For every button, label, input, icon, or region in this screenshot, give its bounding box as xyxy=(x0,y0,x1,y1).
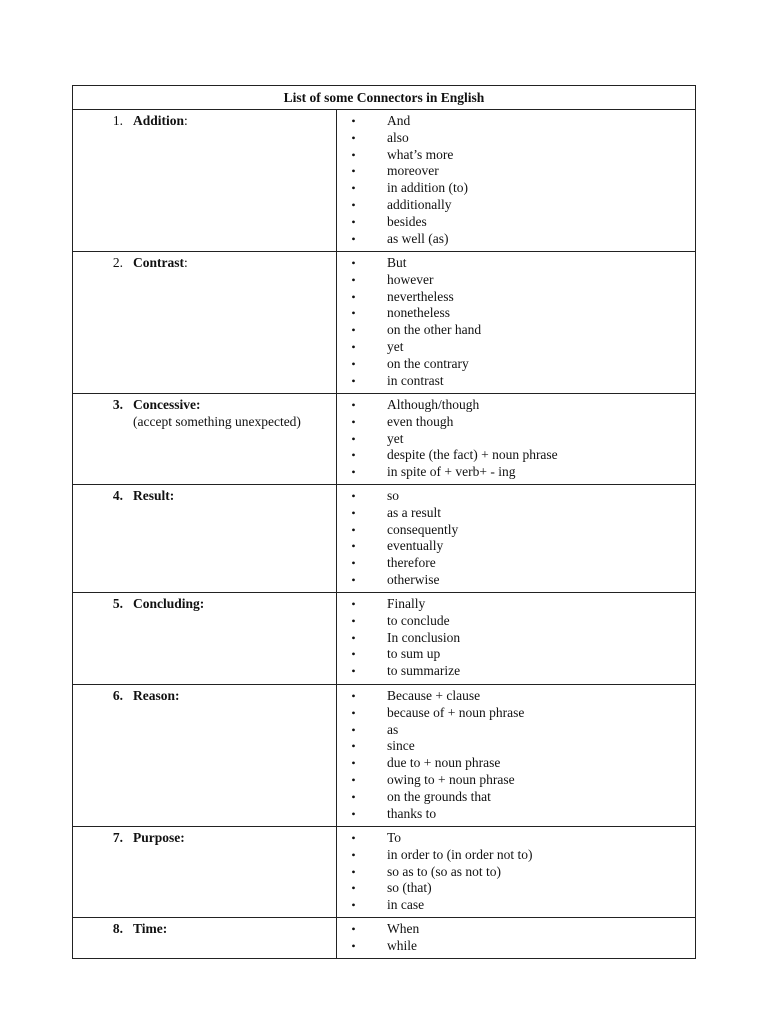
bullet-icon xyxy=(337,522,370,539)
list-item: • despite (the fact) + noun phrase xyxy=(337,447,695,464)
category-label: Addition xyxy=(133,113,185,128)
connector-list xyxy=(337,827,695,914)
connector-list xyxy=(337,485,695,589)
table-row xyxy=(73,252,696,394)
bullet-icon xyxy=(337,373,370,390)
category-number: 4. xyxy=(112,488,123,503)
table-row xyxy=(73,918,696,959)
table-row xyxy=(73,485,696,593)
connectors-cell xyxy=(337,485,696,593)
list-item: • yet xyxy=(337,339,695,356)
bullet-icon xyxy=(337,880,370,897)
bullet-icon xyxy=(337,847,370,864)
list-item: • additionally xyxy=(337,197,695,214)
category-cell xyxy=(73,593,337,685)
list-item: • because of + noun phrase xyxy=(337,705,695,722)
bullet-icon xyxy=(337,830,370,847)
category-cell xyxy=(73,110,337,252)
category-cell xyxy=(73,685,337,827)
list-item: • moreover xyxy=(337,163,695,180)
bullet-icon xyxy=(337,772,370,789)
list-item: • And xyxy=(337,113,695,130)
list-item: • owing to + noun phrase xyxy=(337,772,695,789)
bullet-icon xyxy=(337,289,370,306)
category-label: Result: xyxy=(133,488,175,503)
bullet-icon xyxy=(337,538,370,555)
bullet-icon xyxy=(337,722,370,739)
category-number: 5. xyxy=(112,596,123,611)
list-item: • in order to (in order not to) xyxy=(337,847,695,864)
table-row xyxy=(73,593,696,685)
category-cell xyxy=(73,827,337,918)
list-item: • due to + noun phrase xyxy=(337,755,695,772)
category-number: 6. xyxy=(112,688,123,703)
list-item: • nevertheless xyxy=(337,289,695,306)
bullet-icon xyxy=(337,113,370,130)
list-item: • as well (as) xyxy=(337,231,695,248)
category-cell xyxy=(73,252,337,394)
bullet-icon xyxy=(337,505,370,522)
category-label: Contrast xyxy=(133,255,184,270)
list-item: • otherwise xyxy=(337,572,695,589)
list-item: • But xyxy=(337,255,695,272)
connectors-cell xyxy=(337,394,696,485)
list-item: • so xyxy=(337,488,695,505)
connector-list xyxy=(337,685,695,822)
list-item: • in contrast xyxy=(337,373,695,390)
category-label: Purpose: xyxy=(133,830,185,845)
category-number: 1. xyxy=(112,113,123,128)
connectors-cell xyxy=(337,252,696,394)
bullet-icon xyxy=(337,414,370,431)
list-item: • consequently xyxy=(337,522,695,539)
bullet-icon xyxy=(337,738,370,755)
bullet-icon xyxy=(337,130,370,147)
list-item: • eventually xyxy=(337,538,695,555)
connectors-table xyxy=(72,85,696,959)
category-label: Concluding: xyxy=(133,596,205,611)
bullet-icon xyxy=(337,921,370,938)
list-item: • to sum up xyxy=(337,646,695,663)
bullet-icon xyxy=(337,305,370,322)
bullet-icon xyxy=(337,630,370,647)
table-row xyxy=(73,110,696,252)
bullet-icon xyxy=(337,705,370,722)
list-item: • To xyxy=(337,830,695,847)
bullet-icon xyxy=(337,555,370,572)
category-label: Reason: xyxy=(133,688,180,703)
bullet-icon xyxy=(337,339,370,356)
list-item: • on the other hand xyxy=(337,322,695,339)
bullet-icon xyxy=(337,897,370,914)
list-item: • to summarize xyxy=(337,663,695,680)
table-row xyxy=(73,685,696,827)
list-item: • thanks to xyxy=(337,806,695,823)
bullet-icon xyxy=(337,322,370,339)
connector-list xyxy=(337,394,695,481)
bullet-icon xyxy=(337,806,370,823)
list-item: • yet xyxy=(337,431,695,448)
bullet-icon xyxy=(337,464,370,481)
bullet-icon xyxy=(337,938,370,955)
bullet-icon xyxy=(337,197,370,214)
category-cell xyxy=(73,918,337,959)
list-item: • When xyxy=(337,921,695,938)
connectors-cell xyxy=(337,685,696,827)
category-number: 2. xyxy=(112,255,123,270)
list-item: • as xyxy=(337,722,695,739)
list-item: • Finally xyxy=(337,596,695,613)
table-header-row xyxy=(73,86,696,110)
bullet-icon xyxy=(337,688,370,705)
list-item: • besides xyxy=(337,214,695,231)
list-item: • Because + clause xyxy=(337,688,695,705)
list-item: • in case xyxy=(337,897,695,914)
bullet-icon xyxy=(337,572,370,589)
list-item: • nonetheless xyxy=(337,305,695,322)
bullet-icon xyxy=(337,356,370,373)
connector-list xyxy=(337,110,695,247)
category-note: (accept something unexpected) xyxy=(133,413,301,429)
table-row xyxy=(73,394,696,485)
bullet-icon xyxy=(337,147,370,164)
category-cell xyxy=(73,394,337,485)
bullet-icon xyxy=(337,789,370,806)
list-item: • therefore xyxy=(337,555,695,572)
list-item: • in spite of + verb+ - ing xyxy=(337,464,695,481)
bullet-icon xyxy=(337,447,370,464)
bullet-icon xyxy=(337,180,370,197)
category-label: Concessive: xyxy=(133,397,201,412)
bullet-icon xyxy=(337,397,370,414)
bullet-icon xyxy=(337,755,370,772)
connector-list xyxy=(337,918,695,955)
connectors-cell xyxy=(337,593,696,685)
list-item: • on the grounds that xyxy=(337,789,695,806)
list-item: • so (that) xyxy=(337,880,695,897)
bullet-icon xyxy=(337,613,370,630)
bullet-icon xyxy=(337,272,370,289)
list-item: • as a result xyxy=(337,505,695,522)
bullet-icon xyxy=(337,214,370,231)
list-item: • even though xyxy=(337,414,695,431)
bullet-icon xyxy=(337,646,370,663)
bullet-icon xyxy=(337,231,370,248)
list-item: • what’s more xyxy=(337,147,695,164)
list-item: • since xyxy=(337,738,695,755)
list-item: • so as to (so as not to) xyxy=(337,864,695,881)
connectors-cell xyxy=(337,918,696,959)
category-label: Time: xyxy=(133,921,168,936)
connector-list xyxy=(337,252,695,389)
list-item: • Although/though xyxy=(337,397,695,414)
table-title: List of some Connectors in English xyxy=(73,86,696,110)
bullet-icon xyxy=(337,431,370,448)
list-item: • on the contrary xyxy=(337,356,695,373)
list-item: • also xyxy=(337,130,695,147)
category-number: 7. xyxy=(112,830,123,845)
category-colon: : xyxy=(184,113,188,128)
bullet-icon xyxy=(337,663,370,680)
bullet-icon xyxy=(337,255,370,272)
list-item: • however xyxy=(337,272,695,289)
list-item: • in addition (to) xyxy=(337,180,695,197)
bullet-icon xyxy=(337,163,370,180)
connector-list xyxy=(337,593,695,680)
connectors-cell xyxy=(337,827,696,918)
category-colon: : xyxy=(184,255,188,270)
list-item: • to conclude xyxy=(337,613,695,630)
category-number: 3. xyxy=(112,397,123,412)
connectors-cell xyxy=(337,110,696,252)
category-cell xyxy=(73,485,337,593)
bullet-icon xyxy=(337,864,370,881)
category-number: 8. xyxy=(112,921,123,936)
bullet-icon xyxy=(337,488,370,505)
list-item: • while xyxy=(337,938,695,955)
list-item: • In conclusion xyxy=(337,630,695,647)
table-row xyxy=(73,827,696,918)
bullet-icon xyxy=(337,596,370,613)
